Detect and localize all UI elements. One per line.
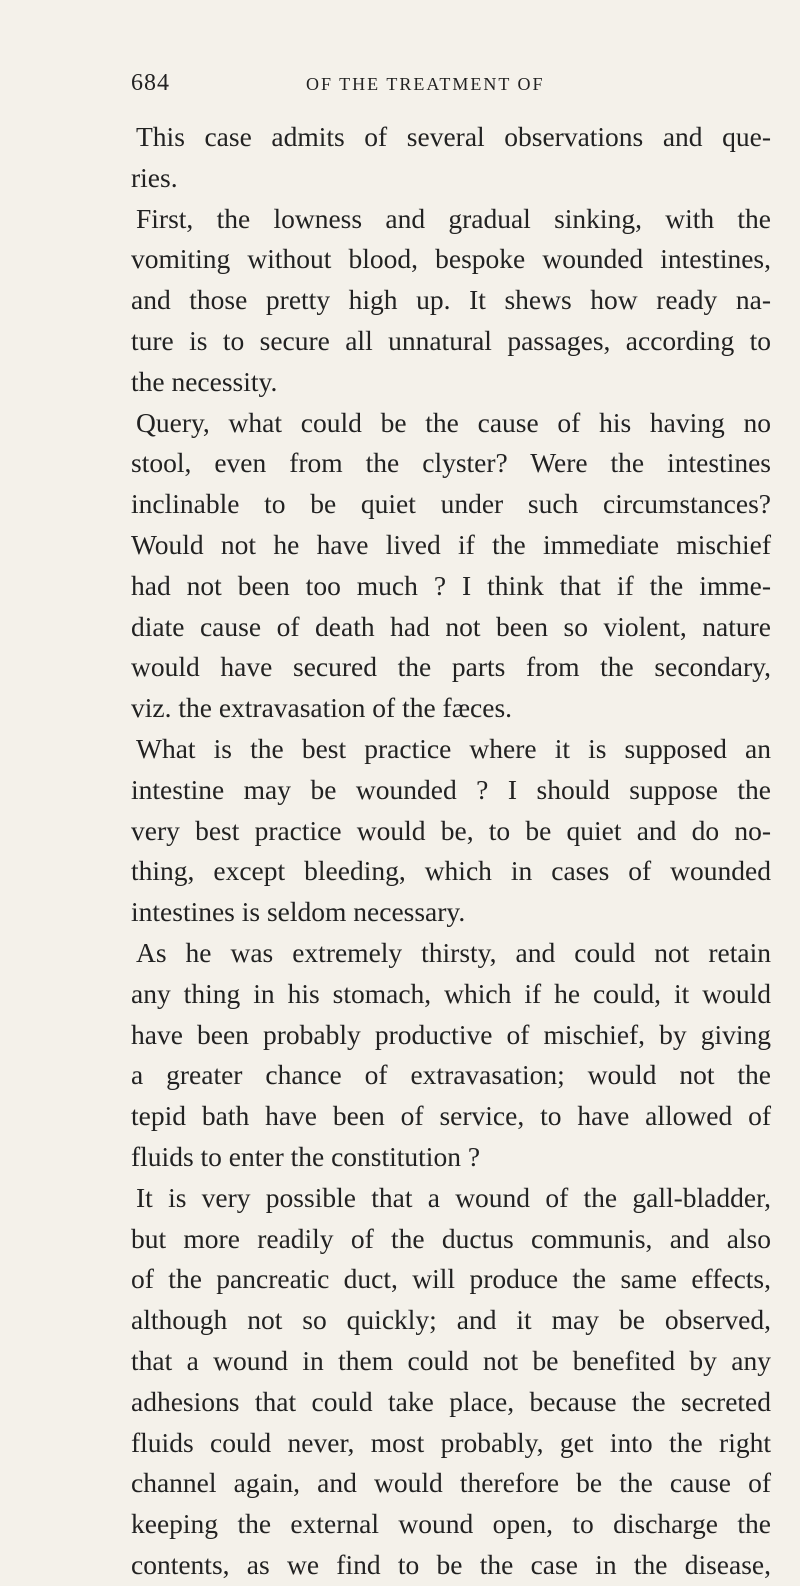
text-line: channel again, and would therefore be the cause of	[131, 1467, 771, 1499]
text-line: contents, as we find to be the case in the disease,	[131, 1548, 771, 1580]
text-line: intestine may be wounded ? I should suppose the	[131, 773, 771, 805]
text-line: intestines is seldom necessary.	[131, 896, 466, 928]
paragraph	[131, 729, 771, 933]
text-line: vomiting without blood, bespoke wounded intestines,	[131, 243, 771, 275]
text-line: fluids could never, most probably, get into the right	[131, 1426, 771, 1458]
text-line: a greater chance of extravasation; would not the	[131, 1059, 771, 1091]
running-head: OF THE TREATMENT OF	[306, 74, 545, 94]
text-line: It is very possible that a wound of the gall-bladder,	[136, 1181, 771, 1213]
text-line: that a wound in them could not be benefited by any	[131, 1344, 771, 1376]
text-line: adhesions that could take place, because the secreted	[131, 1385, 771, 1417]
text-line: First, the lowness and gradual sinking, with the	[136, 202, 771, 234]
paragraph	[131, 117, 771, 199]
text-line: Would not he have lived if the immediate mischief	[131, 528, 771, 560]
text-line: tepid bath have been of service, to have allowed of	[131, 1100, 771, 1132]
paragraph	[131, 403, 771, 729]
text-line: of the pancreatic duct, will produce the same effects,	[131, 1263, 771, 1295]
text-line: Query, what could be the cause of his having no	[136, 406, 771, 438]
text-line: ture is to secure all unnatural passages, according to	[131, 324, 771, 356]
text-line: fluids to enter the constitution ?	[131, 1140, 481, 1172]
text-line: would have secured the parts from the secondary,	[131, 651, 771, 683]
text-line: inclinable to be quiet under such circumstances?	[131, 488, 771, 520]
text-line: although not so quickly; and it may be observed,	[131, 1304, 771, 1336]
text-line: diate cause of death had not been so violent, nature	[131, 610, 771, 642]
text-line: viz. the extravasation of the fæces.	[131, 692, 513, 724]
text-line: the necessity.	[131, 365, 278, 397]
text-line: very best practice would be, to be quiet and do no-	[131, 814, 771, 846]
text-line: ries.	[131, 161, 178, 193]
body-text	[131, 117, 771, 1586]
text-line: This case admits of several observations and que-	[136, 121, 771, 152]
text-line: As he was extremely thirsty, and could not retain	[136, 936, 771, 968]
text-line: What is the best practice where it is supposed an	[136, 732, 771, 764]
paragraph	[131, 1178, 771, 1586]
text-line: but more readily of the ductus communis, and also	[131, 1222, 771, 1254]
text-line: thing, except bleeding, which in cases of wounded	[131, 855, 771, 887]
text-line: stool, even from the clyster? Were the intestines	[131, 447, 771, 479]
text-line: have been probably productive of mischief, by giving	[131, 1018, 771, 1050]
paragraph	[131, 933, 771, 1178]
page-number: 684	[131, 70, 170, 96]
paragraph	[131, 199, 771, 403]
text-line: keeping the external wound open, to discharge the	[131, 1508, 771, 1540]
text-line: had not been too much ? I think that if the imme-	[131, 569, 771, 601]
text-line: any thing in his stomach, which if he could, it would	[131, 977, 771, 1009]
text-line: and those pretty high up. It shews how ready na-	[131, 284, 771, 316]
page-header	[131, 70, 741, 100]
